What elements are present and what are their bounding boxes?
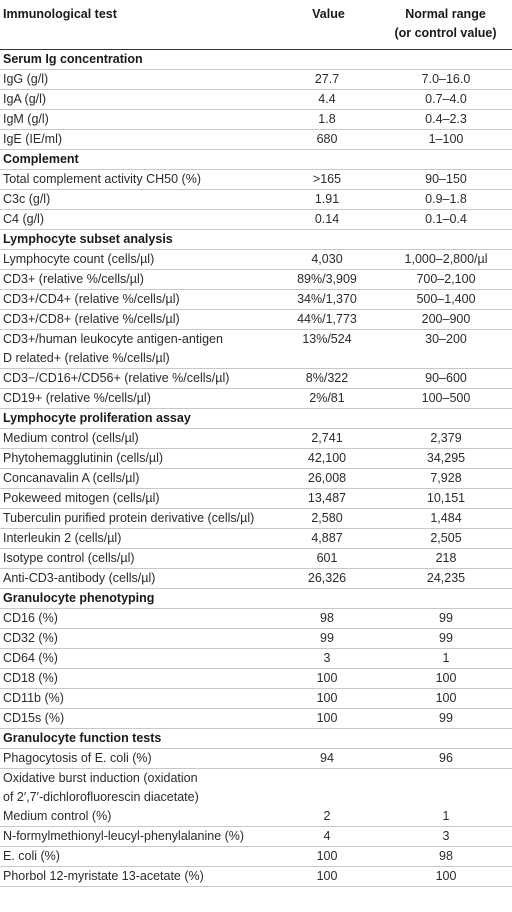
normal-range: 1,000–2,800/µl bbox=[380, 250, 512, 270]
table-row bbox=[0, 290, 512, 310]
test-name-text: CD3+/CD4+ (relative %/cells/µl) bbox=[3, 292, 180, 306]
test-value: 3 bbox=[274, 649, 380, 669]
test-value: 2%/81 bbox=[274, 389, 380, 409]
normal-range: 100–500 bbox=[380, 389, 512, 409]
test-name-text: Phagocytosis of E. coli (%) bbox=[3, 751, 152, 765]
table-row bbox=[0, 250, 512, 270]
normal-range: 0.4–2.3 bbox=[380, 110, 512, 130]
normal-range: 1–100 bbox=[380, 130, 512, 150]
test-value: 27.7 bbox=[274, 70, 380, 90]
test-name-text: Pokeweed mitogen (cells/µl) bbox=[3, 491, 160, 505]
test-name bbox=[0, 769, 274, 808]
normal-range: 90–600 bbox=[380, 369, 512, 389]
normal-range: 1 bbox=[380, 649, 512, 669]
normal-range: 1 bbox=[380, 807, 512, 827]
table-row bbox=[0, 270, 512, 290]
table-row bbox=[0, 90, 512, 110]
test-name-text: CD3−/CD16+/CD56+ (relative %/cells/µl) bbox=[3, 371, 230, 385]
test-name-text: IgA (g/l) bbox=[3, 92, 47, 106]
section-header-row bbox=[0, 230, 512, 250]
normal-range: 98 bbox=[380, 847, 512, 867]
table-row bbox=[0, 469, 512, 489]
section-header-row bbox=[0, 729, 512, 749]
test-name-text: Phorbol 12-myristate 13-acetate (%) bbox=[3, 869, 204, 883]
section-header-row bbox=[0, 589, 512, 609]
table-row bbox=[0, 549, 512, 569]
table-row bbox=[0, 847, 512, 867]
test-name-text: IgG (g/l) bbox=[3, 72, 49, 86]
normal-range: 100 bbox=[380, 689, 512, 709]
table-row bbox=[0, 529, 512, 549]
test-name bbox=[0, 449, 274, 469]
normal-range: 30–200 bbox=[380, 330, 512, 369]
test-value: 34%/1,370 bbox=[274, 290, 380, 310]
table-row bbox=[0, 310, 512, 330]
test-name-text: IgM (g/l) bbox=[3, 112, 49, 126]
section-header-row bbox=[0, 150, 512, 170]
table-row bbox=[0, 689, 512, 709]
test-value: 100 bbox=[274, 689, 380, 709]
test-name bbox=[0, 270, 274, 290]
table-row bbox=[0, 769, 512, 808]
test-name-text: Lymphocyte count (cells/µl) bbox=[3, 252, 155, 266]
normal-range: 700–2,100 bbox=[380, 270, 512, 290]
test-value: 100 bbox=[274, 709, 380, 729]
section-title: Granulocyte phenotyping bbox=[0, 589, 512, 609]
test-name-text: CD19+ (relative %/cells/µl) bbox=[3, 391, 151, 405]
normal-range: 99 bbox=[380, 609, 512, 629]
test-name-text-cont: D related+ (relative %/cells/µl) bbox=[3, 351, 170, 365]
test-name bbox=[0, 389, 274, 409]
normal-range: 218 bbox=[380, 549, 512, 569]
normal-range bbox=[380, 769, 512, 808]
test-value: 1.8 bbox=[274, 110, 380, 130]
test-name-text: Tuberculin purified protein derivative (cells/µl) bbox=[3, 511, 255, 525]
test-name-text: CD15s (%) bbox=[3, 711, 65, 725]
test-name bbox=[0, 170, 274, 190]
test-name bbox=[0, 629, 274, 649]
test-value: 2 bbox=[274, 807, 380, 827]
table-row bbox=[0, 330, 512, 369]
test-value: 26,008 bbox=[274, 469, 380, 489]
test-value: 44%/1,773 bbox=[274, 310, 380, 330]
table-row bbox=[0, 629, 512, 649]
test-name-text: Oxidative burst induction (oxidation bbox=[3, 771, 198, 785]
table-row bbox=[0, 749, 512, 769]
header-value: Value bbox=[274, 0, 380, 50]
table-row bbox=[0, 807, 512, 827]
test-name bbox=[0, 807, 274, 827]
test-name-text: Interleukin 2 (cells/µl) bbox=[3, 531, 122, 545]
test-value bbox=[274, 769, 380, 808]
test-name-text: CD32 (%) bbox=[3, 631, 58, 645]
test-value: 13,487 bbox=[274, 489, 380, 509]
normal-range: 90–150 bbox=[380, 170, 512, 190]
normal-range: 0.1–0.4 bbox=[380, 210, 512, 230]
normal-range: 99 bbox=[380, 709, 512, 729]
test-name-text: Phytohemagglutinin (cells/µl) bbox=[3, 451, 164, 465]
table-row bbox=[0, 867, 512, 887]
table-row bbox=[0, 709, 512, 729]
normal-range: 99 bbox=[380, 629, 512, 649]
test-name-text: Isotype control (cells/µl) bbox=[3, 551, 135, 565]
test-name-text: CD3+/human leukocyte antigen-antigen bbox=[3, 332, 223, 346]
table-row bbox=[0, 369, 512, 389]
normal-range: 100 bbox=[380, 867, 512, 887]
test-name bbox=[0, 190, 274, 210]
table-row bbox=[0, 669, 512, 689]
header-test: Immunological test bbox=[0, 0, 274, 50]
test-value: 601 bbox=[274, 549, 380, 569]
test-value: 2,580 bbox=[274, 509, 380, 529]
table-row bbox=[0, 449, 512, 469]
test-name bbox=[0, 529, 274, 549]
header-range-line2: (or control value) bbox=[394, 26, 497, 40]
table-row bbox=[0, 509, 512, 529]
test-name-text: Concanavalin A (cells/µl) bbox=[3, 471, 140, 485]
test-name-text: IgE (IE/ml) bbox=[3, 132, 63, 146]
test-name bbox=[0, 310, 274, 330]
test-value: >165 bbox=[274, 170, 380, 190]
section-title: Granulocyte function tests bbox=[0, 729, 512, 749]
normal-range: 2,379 bbox=[380, 429, 512, 449]
test-name bbox=[0, 569, 274, 589]
table-row bbox=[0, 827, 512, 847]
test-name bbox=[0, 110, 274, 130]
test-name bbox=[0, 669, 274, 689]
test-name bbox=[0, 827, 274, 847]
table-row bbox=[0, 70, 512, 90]
test-name bbox=[0, 689, 274, 709]
test-name-text: N-formylmethionyl-leucyl-phenylalanine (%) bbox=[3, 829, 245, 843]
test-value: 13%/524 bbox=[274, 330, 380, 369]
table-row bbox=[0, 569, 512, 589]
table-row bbox=[0, 429, 512, 449]
table-body bbox=[0, 50, 512, 887]
section-title: Lymphocyte subset analysis bbox=[0, 230, 512, 250]
test-value: 1.91 bbox=[274, 190, 380, 210]
test-name bbox=[0, 250, 274, 270]
test-value: 0.14 bbox=[274, 210, 380, 230]
test-name bbox=[0, 290, 274, 310]
test-name bbox=[0, 90, 274, 110]
test-name-text: CD16 (%) bbox=[3, 611, 58, 625]
test-value: 42,100 bbox=[274, 449, 380, 469]
test-name bbox=[0, 847, 274, 867]
normal-range: 3 bbox=[380, 827, 512, 847]
test-value: 4 bbox=[274, 827, 380, 847]
normal-range: 34,295 bbox=[380, 449, 512, 469]
table-row bbox=[0, 649, 512, 669]
test-name-text: E. coli (%) bbox=[3, 849, 60, 863]
test-name-text: Anti-CD3-antibody (cells/µl) bbox=[3, 571, 156, 585]
table-row bbox=[0, 210, 512, 230]
test-value: 94 bbox=[274, 749, 380, 769]
normal-range: 200–900 bbox=[380, 310, 512, 330]
table-row bbox=[0, 389, 512, 409]
table-row bbox=[0, 489, 512, 509]
table-row bbox=[0, 110, 512, 130]
test-value: 100 bbox=[274, 847, 380, 867]
test-name-text: CD64 (%) bbox=[3, 651, 58, 665]
test-value: 26,326 bbox=[274, 569, 380, 589]
normal-range: 7.0–16.0 bbox=[380, 70, 512, 90]
table-row bbox=[0, 190, 512, 210]
test-name bbox=[0, 469, 274, 489]
section-header-row bbox=[0, 50, 512, 70]
test-name-text: CD3+ (relative %/cells/µl) bbox=[3, 272, 144, 286]
test-name bbox=[0, 609, 274, 629]
test-name bbox=[0, 70, 274, 90]
test-value: 99 bbox=[274, 629, 380, 649]
table-row bbox=[0, 609, 512, 629]
normal-range: 2,505 bbox=[380, 529, 512, 549]
test-name bbox=[0, 749, 274, 769]
normal-range: 100 bbox=[380, 669, 512, 689]
test-name-text: Total complement activity CH50 (%) bbox=[3, 172, 201, 186]
normal-range: 10,151 bbox=[380, 489, 512, 509]
test-name bbox=[0, 649, 274, 669]
test-value: 4,887 bbox=[274, 529, 380, 549]
normal-range: 7,928 bbox=[380, 469, 512, 489]
test-name-text: CD18 (%) bbox=[3, 671, 58, 685]
test-name bbox=[0, 429, 274, 449]
test-name-text: Medium control (cells/µl) bbox=[3, 431, 139, 445]
test-name-text: CD3+/CD8+ (relative %/cells/µl) bbox=[3, 312, 180, 326]
section-title: Lymphocyte proliferation assay bbox=[0, 409, 512, 429]
test-name bbox=[0, 210, 274, 230]
section-title: Complement bbox=[0, 150, 512, 170]
normal-range: 96 bbox=[380, 749, 512, 769]
test-name bbox=[0, 709, 274, 729]
header-range bbox=[380, 0, 512, 50]
test-name bbox=[0, 549, 274, 569]
normal-range: 0.7–4.0 bbox=[380, 90, 512, 110]
section-header-row bbox=[0, 409, 512, 429]
test-name-text: C4 (g/l) bbox=[3, 212, 44, 226]
test-name bbox=[0, 489, 274, 509]
table-row bbox=[0, 130, 512, 150]
normal-range: 0.9–1.8 bbox=[380, 190, 512, 210]
test-value: 4.4 bbox=[274, 90, 380, 110]
header-range-line1: Normal range bbox=[405, 7, 486, 21]
test-value: 98 bbox=[274, 609, 380, 629]
table-row bbox=[0, 170, 512, 190]
test-name-text: Medium control (%) bbox=[3, 809, 112, 823]
test-name bbox=[0, 369, 274, 389]
normal-range: 24,235 bbox=[380, 569, 512, 589]
normal-range: 1,484 bbox=[380, 509, 512, 529]
test-value: 89%/3,909 bbox=[274, 270, 380, 290]
test-name-text: C3c (g/l) bbox=[3, 192, 51, 206]
test-value: 8%/322 bbox=[274, 369, 380, 389]
table-header-row bbox=[0, 0, 512, 50]
test-name bbox=[0, 330, 274, 369]
test-value: 2,741 bbox=[274, 429, 380, 449]
test-name bbox=[0, 867, 274, 887]
normal-range: 500–1,400 bbox=[380, 290, 512, 310]
test-value: 100 bbox=[274, 867, 380, 887]
section-title: Serum Ig concentration bbox=[0, 50, 512, 70]
test-value: 680 bbox=[274, 130, 380, 150]
test-value: 4,030 bbox=[274, 250, 380, 270]
test-name bbox=[0, 130, 274, 150]
test-name bbox=[0, 509, 274, 529]
test-name-text: CD11b (%) bbox=[3, 691, 64, 705]
test-value: 100 bbox=[274, 669, 380, 689]
test-name-text-cont: of 2′,7′-dichlorofluorescin diacetate) bbox=[3, 790, 199, 804]
